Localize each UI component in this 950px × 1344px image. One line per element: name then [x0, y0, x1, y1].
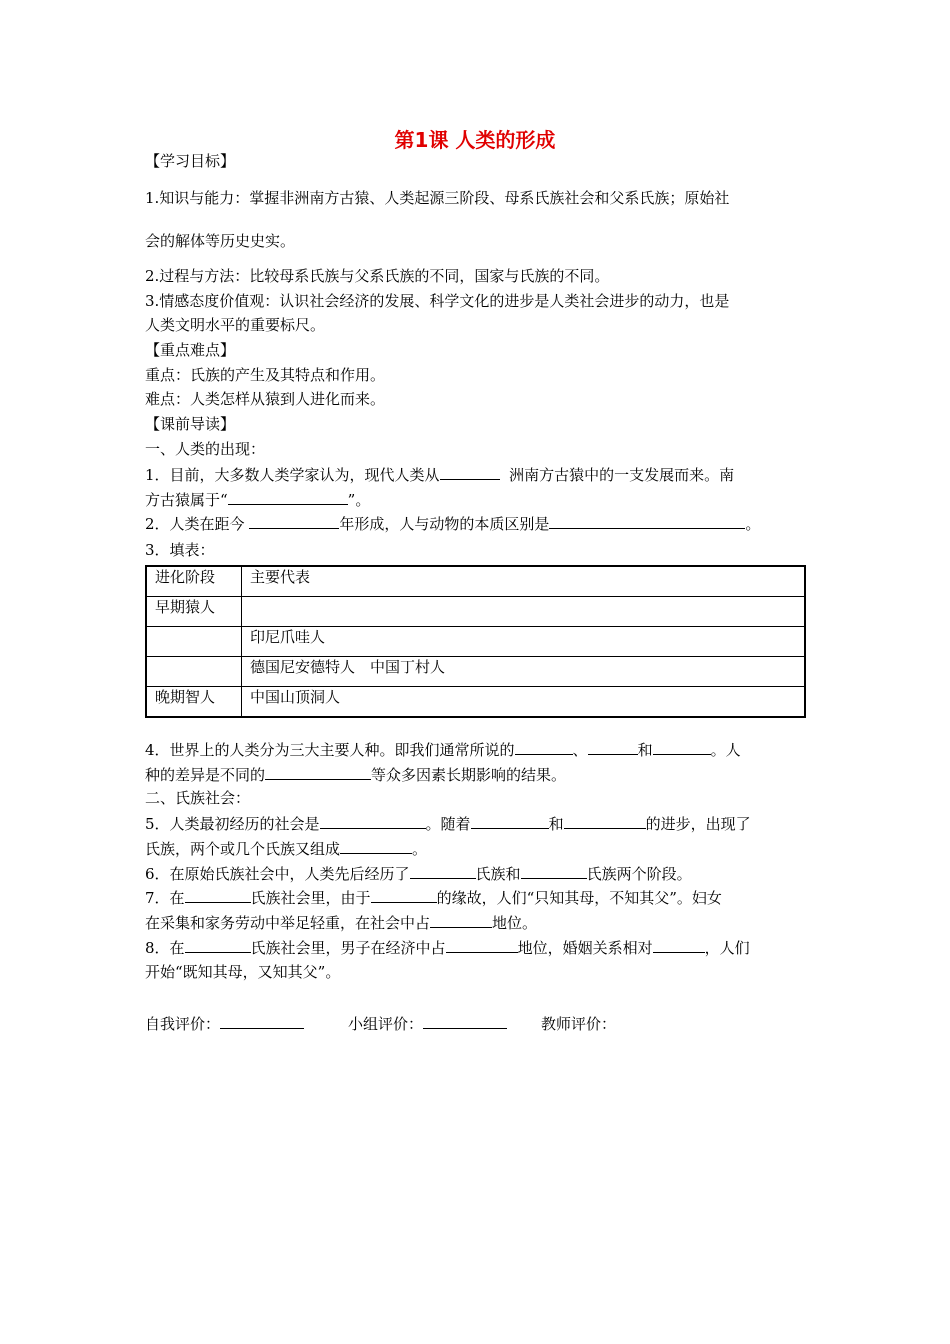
q6-text-mid: 氏族和: [475, 865, 521, 883]
table-header-representative: 主要代表: [242, 566, 806, 597]
q7-text-mid: 氏族社会里，由于: [250, 889, 371, 907]
q4b-text-post: 等众多因素长期影响的结果。: [371, 766, 567, 784]
q8-blank-marriage[interactable]: [653, 938, 705, 953]
teacher-evaluation: [541, 1013, 616, 1034]
question-6: [145, 864, 810, 883]
group-eval-blank[interactable]: [423, 1014, 507, 1029]
question-5-line-b: [145, 839, 810, 858]
table-cell-stage[interactable]: [146, 627, 242, 657]
table-header-stage: 进化阶段: [146, 566, 242, 597]
q1b-text-post: ”。: [347, 491, 371, 509]
evolution-table: [145, 565, 806, 718]
q4-sep-2: 和: [637, 741, 653, 759]
q5-text-mid2: 和: [548, 815, 564, 833]
q4-blank-race-1[interactable]: [515, 740, 573, 755]
question-1-line-a: [145, 465, 810, 484]
q5b-text-pre: 氏族，两个或几个氏族又组成: [145, 840, 341, 858]
q7-blank-clan[interactable]: [185, 888, 251, 903]
q2-text-mid: 年形成，人与动物的本质区别是: [339, 515, 550, 533]
goal-3-line-b: 人类文明水平的重要标尺。: [145, 316, 326, 334]
goal-3-line-a: 3.情感态度价值观：认识社会经济的发展、科学文化的进步是人类社会进步的动力，也是: [145, 292, 730, 310]
q8-text-pre: 8．在: [145, 939, 185, 957]
question-8-line-b: 开始“既知其母，又知其父”。: [145, 963, 341, 981]
q2-text-post: 。: [745, 515, 761, 533]
q7-blank-status[interactable]: [430, 913, 492, 928]
table-cell-representative: 德国尼安德特人 中国丁村人: [242, 657, 806, 687]
q2-blank-years[interactable]: [249, 514, 339, 529]
q1-text-post: 洲南方古猿中的一支发展而来。南: [509, 466, 735, 484]
table-cell-representative: 印尼爪哇人: [242, 627, 806, 657]
q4-blank-race-3[interactable]: [653, 740, 711, 755]
q6-blank-clan-2[interactable]: [521, 864, 587, 879]
q8-text-mid2: 地位，婚姻关系相对: [517, 939, 653, 957]
q5-blank-progress-2[interactable]: [564, 814, 646, 829]
table-row: [146, 687, 805, 718]
table-header-row: [146, 566, 805, 597]
q8-blank-status[interactable]: [446, 938, 518, 953]
q7-text-post: 的缘故，人们“只知其母，不知其父”。妇女: [436, 889, 722, 907]
question-4-line-a: [145, 740, 810, 759]
q5-blank-society[interactable]: [320, 814, 426, 829]
question-3: 3．填表：: [145, 541, 215, 559]
question-4-line-b: [145, 765, 810, 784]
q5-text-pre: 5．人类最初经历的社会是: [145, 815, 320, 833]
question-5-line-a: [145, 814, 810, 833]
section-key-heading: 【重点难点】: [145, 341, 236, 359]
key-important: 重点：氏族的产生及其特点和作用。: [145, 366, 386, 384]
q6-text-pre: 6．在原始氏族社会中，人类先后经历了: [145, 865, 410, 883]
self-evaluation: [145, 1013, 304, 1034]
teacher-eval-label: 教师评价：: [541, 1015, 617, 1033]
q7-blank-reason[interactable]: [371, 888, 437, 903]
q2-text-pre: 2．人类在距今: [145, 515, 245, 533]
table-cell-representative: 中国山顶洞人: [242, 687, 806, 718]
group-evaluation: [348, 1013, 507, 1034]
goal-1-line-a: 1.知识与能力：掌握非洲南方古猿、人类起源三阶段、母系氏族社会和父系氏族；原始社: [145, 189, 730, 207]
self-eval-label: 自我评价：: [145, 1015, 221, 1033]
q7-text-pre: 7．在: [145, 889, 185, 907]
table-cell-representative[interactable]: [242, 597, 806, 627]
part1-heading: 一、人类的出现：: [145, 440, 266, 458]
section-goals-heading: 【学习目标】: [145, 152, 236, 170]
q2-blank-difference[interactable]: [549, 514, 745, 529]
table-row: [146, 627, 805, 657]
q7b-text-post: 地位。: [492, 914, 538, 932]
group-eval-label: 小组评价：: [348, 1015, 424, 1033]
q8-text-post: ，人们: [704, 939, 750, 957]
q5-text-mid1: 。随着: [425, 815, 471, 833]
q4-blank-factor[interactable]: [265, 765, 371, 780]
self-eval-blank[interactable]: [220, 1014, 304, 1029]
goal-1-line-b: 会的解体等历史史实。: [145, 232, 296, 250]
q4-blank-race-2[interactable]: [588, 740, 638, 755]
q5-blank-tribe[interactable]: [340, 839, 412, 854]
key-difficult: 难点：人类怎样从猿到人进化而来。: [145, 390, 386, 408]
page-title: 第1课 人类的形成: [394, 128, 556, 152]
q6-blank-clan-1[interactable]: [410, 864, 476, 879]
table-cell-stage: 晚期智人: [146, 687, 242, 718]
q1-blank-category[interactable]: [228, 490, 348, 505]
question-1-line-b: [145, 490, 810, 509]
table-cell-stage: 早期猿人: [146, 597, 242, 627]
q7b-text-pre: 在采集和家务劳动中举足轻重，在社会中占: [145, 914, 431, 932]
section-guide-heading: 【课前导读】: [145, 415, 236, 433]
q5-blank-progress-1[interactable]: [471, 814, 549, 829]
question-7-line-a: [145, 888, 810, 907]
q1b-text-pre: 方古猿属于“: [145, 491, 228, 509]
q4-text-pre: 4．世界上的人类分为三大主要人种。即我们通常所说的: [145, 741, 515, 759]
q1-text-pre: 1．目前，大多数人类学家认为，现代人类从: [145, 466, 440, 484]
question-8-line-a: [145, 938, 810, 957]
q8-text-mid1: 氏族社会里，男子在经济中占: [250, 939, 446, 957]
table-row: [146, 657, 805, 687]
table-row: [146, 597, 805, 627]
q4-sep-1: 、: [572, 741, 588, 759]
question-7-line-b: [145, 913, 810, 932]
q6-text-post: 氏族两个阶段。: [586, 865, 692, 883]
q5b-text-post: 。: [412, 840, 428, 858]
q5-text-post: 的进步，出现了: [645, 815, 751, 833]
goal-2: 2.过程与方法：比较母系氏族与父系氏族的不同，国家与氏族的不同。: [145, 267, 610, 285]
question-2: [145, 514, 810, 533]
table-cell-stage[interactable]: [146, 657, 242, 687]
q4b-text-pre: 种的差异是不同的: [145, 766, 266, 784]
q4-text-post: 。人: [710, 741, 741, 759]
q8-blank-clan[interactable]: [185, 938, 251, 953]
part2-heading: 二、氏族社会：: [145, 789, 251, 807]
q1-blank-continent[interactable]: [440, 465, 500, 480]
